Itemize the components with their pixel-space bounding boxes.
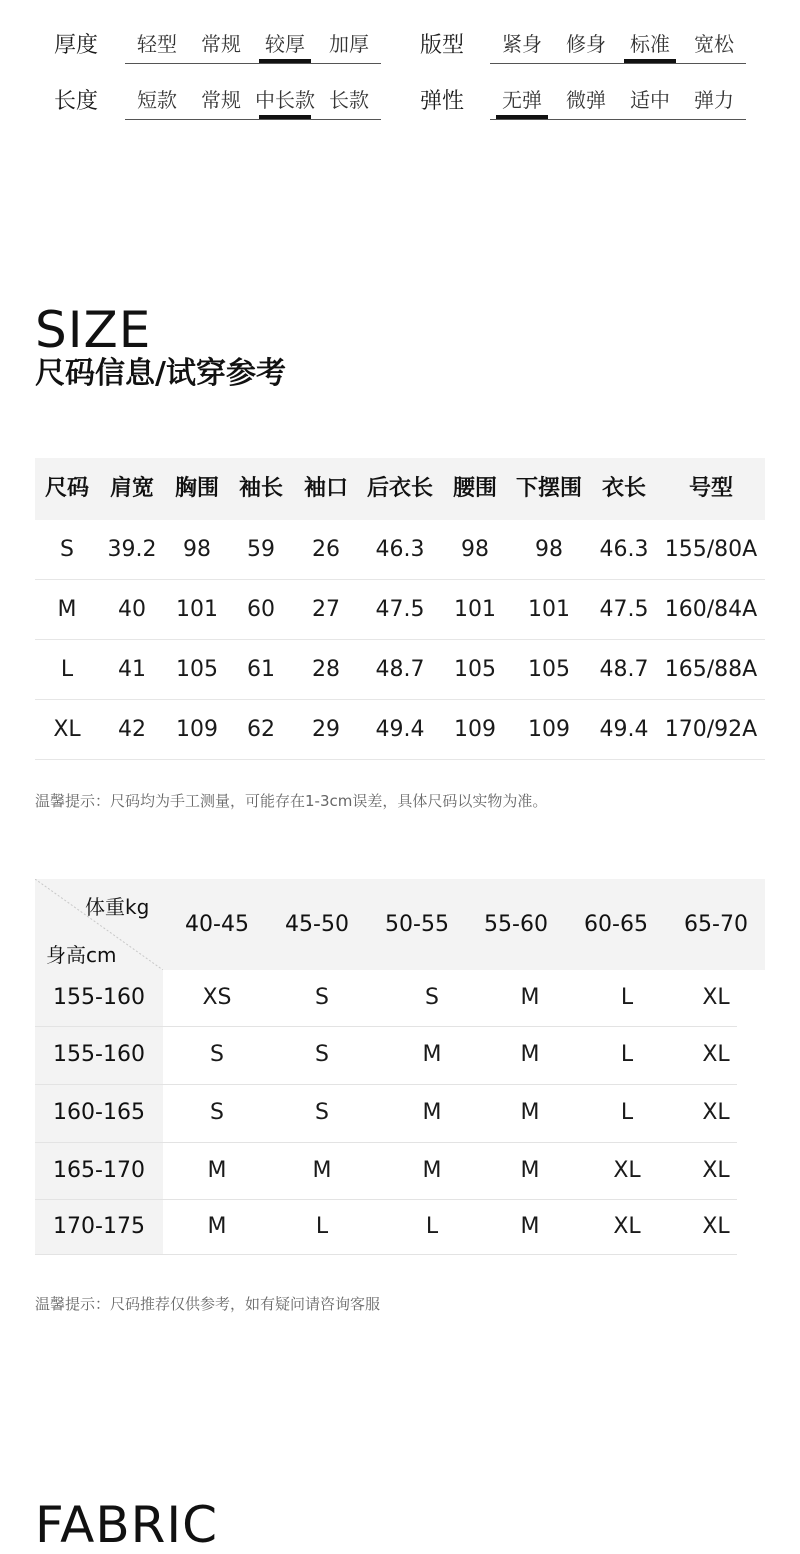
recommended-size: M: [422, 1100, 442, 1125]
table-cell: 109: [454, 717, 496, 742]
table-cell: 49.4: [599, 717, 649, 742]
column-header: 衣长: [601, 476, 646, 501]
weight-range-header: 60-65: [584, 912, 648, 937]
table-cell: 98: [461, 537, 489, 562]
recommended-size: M: [207, 1214, 227, 1239]
height-axis-label: 身高cm: [46, 943, 117, 967]
table-cell: 109: [528, 717, 570, 742]
weight-range-header: 55-60: [484, 912, 548, 937]
weight-range-header: 65-70: [684, 912, 748, 937]
table-cell: 101: [454, 597, 496, 622]
recommended-size: S: [315, 1042, 329, 1067]
attribute-option: 较厚: [253, 29, 317, 59]
table-cell: 155/80A: [664, 537, 758, 562]
height-range: 155-160: [53, 985, 145, 1010]
recommended-size: M: [520, 1042, 540, 1067]
table-cell: S: [60, 537, 74, 562]
size-subtitle: 尺码信息/试穿参考: [35, 356, 286, 391]
height-range: 170-175: [53, 1214, 145, 1239]
table-cell: 48.7: [375, 657, 425, 682]
attribute-option: 长款: [329, 88, 369, 112]
table-cell: 42: [118, 717, 146, 742]
recommended-size: M: [520, 1214, 540, 1239]
table-cell: 105: [528, 657, 570, 682]
column-header: 尺码: [44, 476, 89, 501]
table-cell: 105: [454, 657, 496, 682]
attribute-option: 微弹: [566, 88, 606, 112]
column-header: 号型: [688, 476, 733, 501]
recommended-size: L: [425, 1214, 439, 1239]
recommended-size: XS: [202, 985, 232, 1010]
column-header: 肩宽: [109, 476, 154, 501]
recommendation-row: [35, 1142, 737, 1200]
column-header: 后衣长: [366, 476, 433, 501]
table-cell: 40: [118, 597, 146, 622]
table-cell: 59: [247, 537, 275, 562]
attribute-options: [125, 85, 381, 120]
size-title: SIZE: [35, 301, 152, 359]
table-cell: 62: [247, 717, 275, 742]
attribute-option: 宽松: [694, 32, 734, 56]
table-cell: 170/92A: [664, 717, 758, 742]
recommended-size: M: [207, 1158, 227, 1183]
attribute-option: 常规: [201, 88, 241, 112]
height-range: 160-165: [53, 1100, 145, 1125]
recommended-size: L: [620, 1100, 634, 1125]
recommended-size: M: [520, 985, 540, 1010]
attribute-label: 版型: [420, 33, 465, 58]
column-header: 袖长: [238, 476, 283, 501]
recommendation-row: [35, 1084, 737, 1143]
recommendation-row: [35, 1026, 737, 1085]
table-row: [35, 520, 765, 580]
table-cell: 47.5: [599, 597, 649, 622]
attribute-options: [490, 29, 746, 64]
table-cell: 49.4: [375, 717, 425, 742]
column-header: 胸围: [174, 476, 219, 501]
size-table: [35, 458, 765, 760]
attribute-label: 长度: [54, 89, 99, 114]
recommended-size: XL: [702, 1158, 730, 1183]
attribute-option: 短款: [137, 88, 177, 112]
table-cell: 48.7: [599, 657, 649, 682]
weight-range-header: 45-50: [285, 912, 349, 937]
recommended-size: L: [620, 985, 634, 1010]
table-cell: 98: [183, 537, 211, 562]
table-cell: 46.3: [599, 537, 649, 562]
table-cell: 98: [535, 537, 563, 562]
recommendation-row: [35, 970, 737, 1027]
table-cell: 39.2: [107, 537, 157, 562]
weight-range-header: 40-45: [185, 912, 249, 937]
attribute-option: 轻型: [137, 32, 177, 56]
recommended-size: S: [210, 1100, 224, 1125]
height-range: 165-170: [53, 1158, 145, 1183]
recommended-size: S: [315, 1100, 329, 1125]
fabric-title: FABRIC: [35, 1496, 219, 1554]
attribute-option: 弹力: [694, 88, 734, 112]
table-cell: 41: [118, 657, 146, 682]
weight-axis-label: 体重kg: [85, 895, 150, 919]
recommended-size: M: [312, 1158, 332, 1183]
table-cell: 26: [312, 537, 340, 562]
size-note: 温馨提示：尺码均为手工测量，可能存在1-3cm误差，具体尺码以实物为准。: [35, 792, 548, 810]
attribute-option: 无弹: [490, 85, 554, 115]
recommended-size: XL: [702, 1042, 730, 1067]
attribute-option: 紧身: [502, 32, 542, 56]
table-cell: 60: [247, 597, 275, 622]
table-cell: 27: [312, 597, 340, 622]
table-cell: 101: [528, 597, 570, 622]
height-range: 155-160: [53, 1042, 145, 1067]
table-cell: 165/88A: [664, 657, 758, 682]
table-cell: 46.3: [375, 537, 425, 562]
recommended-size: L: [315, 1214, 329, 1239]
table-cell: 160/84A: [664, 597, 758, 622]
recommended-size: S: [315, 985, 329, 1010]
recommended-size: M: [422, 1042, 442, 1067]
table-cell: 109: [176, 717, 218, 742]
table-cell: L: [60, 657, 74, 682]
recommended-size: XL: [613, 1158, 641, 1183]
table-cell: 47.5: [375, 597, 425, 622]
attribute-options: [490, 85, 746, 120]
table-cell: M: [57, 597, 77, 622]
column-header: 袖口: [303, 476, 348, 501]
weight-range-header: 50-55: [385, 912, 449, 937]
recommended-size: S: [425, 985, 439, 1010]
recommended-size: M: [520, 1100, 540, 1125]
table-row: [35, 580, 765, 640]
attribute-option: 加厚: [329, 32, 369, 56]
recommendation-row: [35, 1199, 737, 1255]
size-table-header: [35, 458, 765, 520]
attribute-option: 适中: [630, 88, 670, 112]
attribute-label: 厚度: [54, 33, 99, 58]
recommended-size: L: [620, 1042, 634, 1067]
recommended-size: XL: [702, 1214, 730, 1239]
attribute-option: 中长款: [253, 85, 317, 115]
recommended-size: M: [520, 1158, 540, 1183]
attribute-option: 标准: [618, 29, 682, 59]
table-cell: 61: [247, 657, 275, 682]
table-cell: 28: [312, 657, 340, 682]
attribute-option: 常规: [201, 32, 241, 56]
attribute-options: [125, 29, 381, 64]
table-cell: 29: [312, 717, 340, 742]
recommended-size: M: [422, 1158, 442, 1183]
column-header: 腰围: [452, 476, 497, 501]
attribute-option: 修身: [566, 32, 606, 56]
column-header: 下摆围: [515, 476, 582, 501]
recommendation-note: 温馨提示：尺码推荐仅供参考，如有疑问请咨询客服: [35, 1295, 381, 1313]
recommendation-header: [35, 879, 765, 970]
table-row: [35, 700, 765, 760]
recommended-size: XL: [702, 985, 730, 1010]
recommended-size: XL: [702, 1100, 730, 1125]
attribute-label: 弹性: [420, 89, 465, 114]
table-cell: 105: [176, 657, 218, 682]
table-row: [35, 640, 765, 700]
recommended-size: S: [210, 1042, 224, 1067]
recommended-size: XL: [613, 1214, 641, 1239]
table-cell: XL: [53, 717, 81, 742]
size-recommendation-table: [35, 879, 765, 1254]
table-cell: 101: [176, 597, 218, 622]
